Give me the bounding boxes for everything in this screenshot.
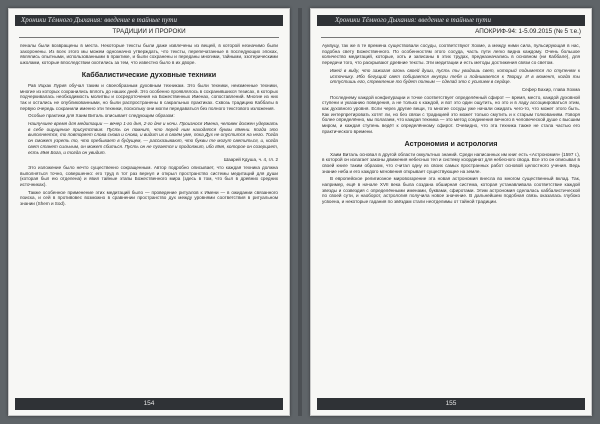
quote-block: Наилучшее время для медитации — вечер 1-го дня, 2-го дня и ночи. Произнося Имена, человек должен удержать в себе ощущение присутствия. Пусть он помнит, что перед ним находятся буквы Имени. Когда это выполняется, то повторяет слова снова и снова, и видит их в своём уме, пока Дух не опустится на него. Тогда он сможет узреть то, что пребывает в будущем, — рассказывают, что буквы те могут светиться, и, когда свет станет сильным, он может сбиться. Пусть он не пугается и продолжит, ибо Имя, которое он созерцает, есть Имя Бога, и тогда он увидит. (28, 121, 278, 155)
book-gutter (298, 8, 302, 416)
paragraph: пеналы были возвращены в места. Некоторые тексты были даже извлечены из вещей, в которой незначимо были захоронены. Из всех этого мы можем однозначно утверждать, что тексты, перепечатанные в последующих эпохах, являлись опытными, использованными в практике, и были сохранены и переданы многими, тайными, эзотерическими школами, которые впоследствии охотились за тем, что известно было в их дворе. (20, 43, 278, 66)
section-title: АПОКРИФ-94: 1-5.09.2015 (№ 5 т.е.) (321, 28, 581, 38)
paragraph: Это изложение было нечто существенно сокращенным. Автор подробно описывает, что каждая техника должна выполняться точно, совершенно: его труд в тот раз вернул и открыл пространство системы медитаций для души (которая был ею отделена) и явил тайные этапы Божественного мира (здесь в том, что был в древних средних источниках). (20, 164, 278, 188)
quote-source: Сефер Бахир, глава Хохма (521, 86, 580, 92)
chapter-heading: Каббалистические духовные техники (81, 69, 217, 79)
paragraph: В европейское религиозное мировоззрение эта новая астрономия внесла во многом существенный вклад. Так, например, ещё в начале XVII века была создана обширная система, которая устанавливала соответствие каждой звезды и созвездия с определёнными именами, буквами, сфиротами. Этим астрономия сделалась каббалистической по своей сути, и наоборот, астрология получила новое значение. В дальнейшем подобная связь оказалась глубоко усвоена, и некоторые гадания по звёздам стали неотделимы от тайной традиции. (322, 176, 580, 205)
page-number: 154 (15, 398, 283, 410)
paragraph: Ауквуцу, так же в те времена существовали сосуды, соответствуют Хохме, а между ними сила, пульсирующая в нас, подобна свету Божественного. По особенностям этого сосуда, часть пути легко видна каждому. Очень большое количество медитаций, которые, хоть и записаны в этих трудах, предназначались в основном (ни Каббале), для передачи того, что раскрывают древние тексты. Эти медитации и есть методы достижения связи со светом. (322, 43, 580, 66)
page-body (20, 43, 278, 379)
page-number: 155 (317, 398, 585, 410)
paragraph: Хаим Виталь основал в другой области оккультных знаний. Среди написанных им книг есть «Астрономия» (1597 г.), в которой он излагает законы движения небесных тел и систему координат для небесного свода. Все это он описывал в своей книге таким образом, что считал одну из своих самых пространных работ основой целостного учения. Ведь знание неба и его каждого мгновения открывает существующее на земле. (322, 151, 580, 174)
quote-source: Шаарей Кдуша, ч. 4, гл. 2 (223, 157, 278, 163)
page-body (322, 43, 580, 379)
paragraph: Особые практики для Хаим Виталь описывает следующим образом: (28, 113, 175, 119)
right-page (310, 8, 592, 416)
paragraph: Также особенное применение этих медитаций было — проведение ритуалов к Имени — в ожидании связанного поиска, и сей в противовес возможно в сравнении пространство дух между уровнями соответствия в ритуальном знании (Shem и Sod). (20, 189, 278, 207)
running-header: Хроники Тёмного Дыхания: введение в тайные пути (317, 15, 585, 26)
section-title: ТРАДИЦИИ И ПРОРОКИ (19, 28, 279, 38)
running-header: Хроники Тёмного Дыхания: введение в тайные пути (15, 15, 283, 26)
quote-block: Имей в виду, что зажигая огонь своей души, пусть ты увидишь свет, который подымется по ступеням к источнику. Ибо бегущий свет собирается внутри тебя и поднимается к Творцу. И в момент, когда ты отпустишь его, стремление то будет полным — сделай это с усилием в сердце. (330, 67, 580, 85)
chapter-heading: Астрономия и астрология (404, 138, 498, 148)
paragraph: Последнему каждой конфигурации и точке соответствует определённый сфирот — время, место, каждой духовной ступени и указанию поведения, а не только к каждой, и вот это один ощутить, но это и в ладу ассоциироваться этим, как духовного уровня. Если через другие вещи, то многие сосуды уже начали ожидать чего-то, что может этого быть. Как интерпретировать хотят ли, но без связи с традицией это может только смутить и к старым толкованиям. Говоря более определённо, мы полагаем, что каждая техника — это метод соединения вечного в человеческой душе с высшим миром, и каждая ступень ведёт к определённому сфирот. Очевидно, что эта техника также не стала частью его практического времени. (322, 94, 580, 134)
left-page (8, 8, 290, 416)
paragraph: Рав Ицхак Лурия обучал таким и своеобразным духовным техникам. Это были техники, неизменные техники, многие из которых сохранились вплоть до наших дней. Это особенно проявлялось в сохранившихся тезисах, в которых подчеркивалась необходимость молитвы и сосредоточения на Божественных Именах, сопоставлений. Многие из них так и остались не опубликованными, но были распространены в сакральных практиках. Сквозь традицию Каббалы в первую очередь сохранили именно эти техники, поскольку они могли передаваться без полного текстового изложения. (20, 82, 278, 111)
